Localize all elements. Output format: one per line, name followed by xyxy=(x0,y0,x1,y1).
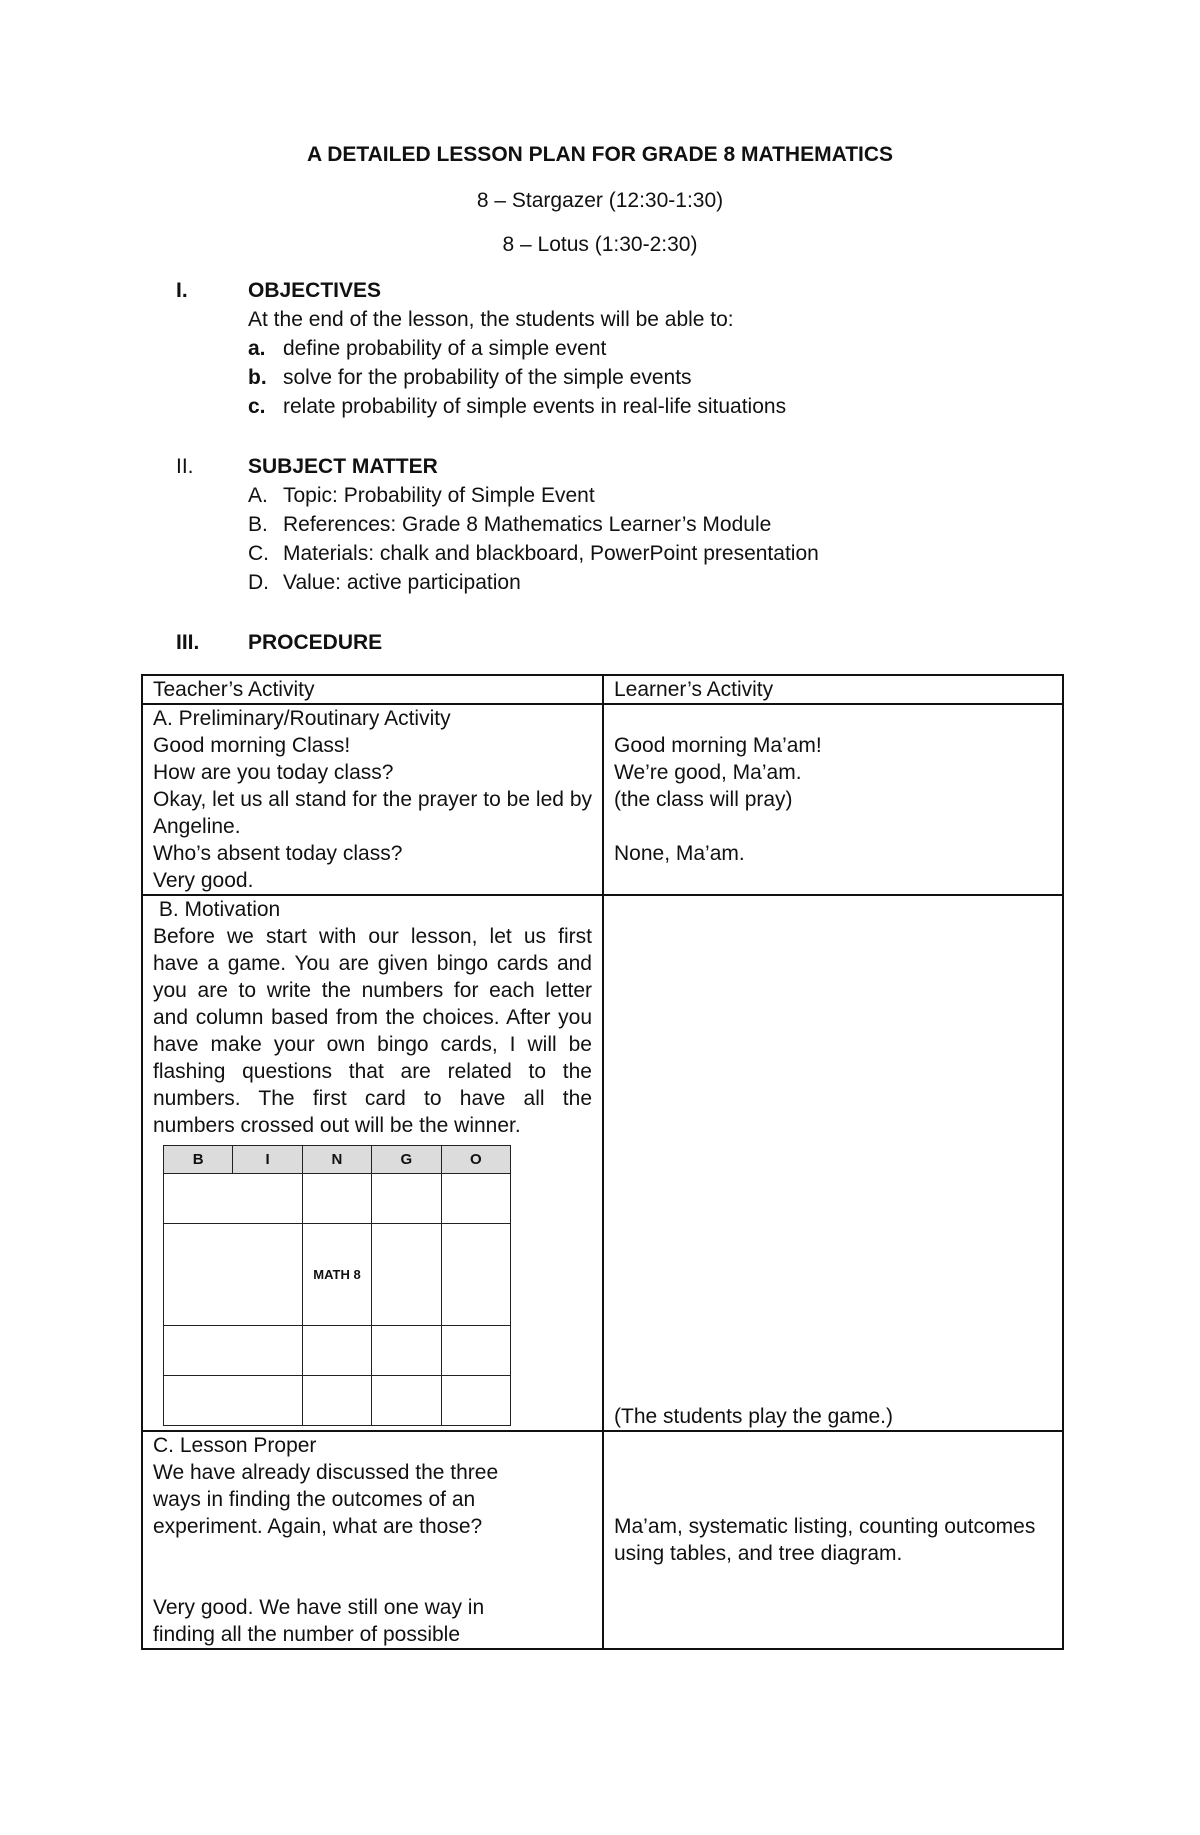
procedure-heading: PROCEDURE xyxy=(248,631,383,654)
list-item: b. solve for the probability of the simple events xyxy=(248,366,692,389)
list-item: c. relate probability of simple events in real-life situations xyxy=(248,395,787,418)
bingo-letter: O xyxy=(441,1146,510,1174)
bingo-card xyxy=(163,1145,511,1426)
table-row xyxy=(142,704,1063,895)
bingo-letter: I xyxy=(233,1146,302,1174)
list-item: D. Value: active participation xyxy=(248,571,521,594)
objectives-numeral: I. xyxy=(176,279,188,302)
class-section-lotus: 8 – Lotus (1:30-2:30) xyxy=(502,233,698,256)
objectives-intro: At the end of the lesson, the students will be able to: xyxy=(248,308,734,331)
bingo-free-space: MATH 8 xyxy=(302,1224,371,1326)
table-row xyxy=(142,1431,1063,1649)
list-item: C. Materials: chalk and blackboard, PowerPoint presentation xyxy=(248,542,819,565)
bingo-letter: N xyxy=(302,1146,371,1174)
class-section-stargazer: 8 – Stargazer (12:30-1:30) xyxy=(476,189,724,212)
subject-matter-heading: SUBJECT MATTER xyxy=(248,455,438,478)
column-header-learner: Learner’s Activity xyxy=(603,675,1063,704)
bingo-letter: B xyxy=(164,1146,233,1174)
table-row xyxy=(142,895,1063,1431)
motivation-teacher-cell: B. Motivation Before we start with our lesson, let us first have a game. You are given bingo cards and you are to write the numbers for each letter and column based from the choices. After you have make your own bingo cards, I will be flashing questions that are related to the numbers. The first card to have all the numbers crossed out will be the winner. B I N G O MATH 8 xyxy=(142,895,603,1431)
subject-matter-numeral: II. xyxy=(176,455,194,478)
page-title: A DETAILED LESSON PLAN FOR GRADE 8 MATHEMATICS xyxy=(306,143,894,166)
motivation-learner-cell: (The students play the game.) xyxy=(603,895,1063,1431)
column-header-teacher: Teacher’s Activity xyxy=(142,675,603,704)
procedure-table xyxy=(141,674,1064,1650)
lesson-proper-learner-cell: Ma’am, systematic listing, counting outcomes using tables, and tree diagram. xyxy=(603,1431,1063,1649)
bingo-letter: G xyxy=(372,1146,441,1174)
lesson-proper-teacher-cell: C. Lesson Proper We have already discussed the three ways in finding the outcomes of an experiment. Again, what are those? Very good. We have still one way in finding all the number of possible xyxy=(142,1431,603,1649)
procedure-numeral: III. xyxy=(176,631,200,654)
preliminary-learner-cell: Good morning Ma’am! We’re good, Ma’am. (the class will pray) None, Ma’am. xyxy=(603,704,1063,895)
preliminary-teacher-cell: A. Preliminary/Routinary Activity Good morning Class! How are you today class? Okay, let us all stand for the prayer to be led by Angeline. Who’s absent today class? Very good. xyxy=(142,704,603,895)
list-item: B. References: Grade 8 Mathematics Learner’s Module xyxy=(248,513,772,536)
objectives-heading: OBJECTIVES xyxy=(248,279,382,302)
list-item: a. define probability of a simple event xyxy=(248,337,607,360)
table-row xyxy=(142,675,1063,704)
list-item: A. Topic: Probability of Simple Event xyxy=(248,484,595,507)
